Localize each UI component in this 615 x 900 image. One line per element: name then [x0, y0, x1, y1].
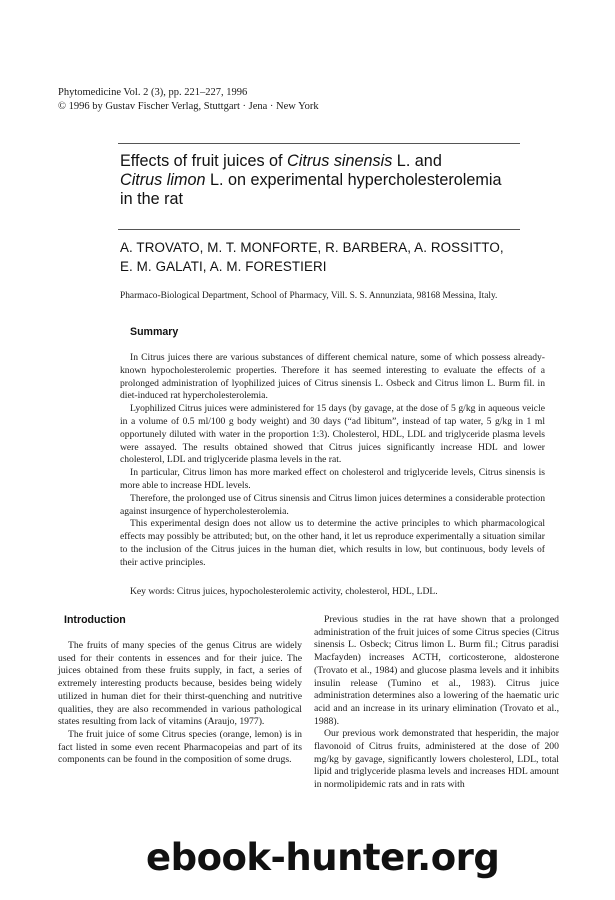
copyright-line: © 1996 by Gustav Fischer Verlag, Stuttgart · Jena · New York: [58, 101, 319, 112]
body-paragraph: Previous studies in the rat have shown that a prolonged administration of the fruit juices of some Citrus species (Citrus sinensis L. Osbeck; Citrus limon L. Burm fil.; Citrus paradisi Macfayden) increases ACTH, corticosterone, aldosterone (Trovato et al., 1984) and glucose plasma levels and it inhibits insulin release (Tumino et al., 1983). Citrus juice administration determines also a lowering of the haematic uric acid and an increase in its urinary elimination (Trovato et al., 1988).: [314, 614, 559, 727]
body-paragraph: The fruit juice of some Citrus species (orange, lemon) is in fact listed in some even recent Pharmacopeias and part of its components can be found in the composition of some drugs.: [58, 728, 302, 766]
summary-paragraph: Lyophilized Citrus juices were administered for 15 days (by gavage, at the dose of 5 g/kg in aqueous veicle in a volume of 0.5 ml/100 g body weight) and 30 days (“ad libitum”, instead of tap water, 5 g/kg in 1 ml opportunely diluted with water in the proportion 1:3). Cholesterol, HDL, LDL and triglyceride plasma levels were assayed. The results obtained showed that Citrus juices significantly increase HDL and lower cholesterol, LDL and triglyceride plasma levels in the rat.: [120, 403, 545, 466]
title-bottom-rule: [118, 229, 520, 230]
species-name: Citrus limon: [120, 171, 206, 189]
summary-paragraph: This experimental design does not allow us to determine the active principles to which pharmacological effects may possibly be attributed; but, on the other hand, it let us reproduce experimentally a situation similar to the inclusion of the Citrus juices in the human diet, which results in low, but continuous, body levels of their active principles.: [120, 518, 545, 568]
introduction-heading: Introduction: [64, 614, 126, 626]
body-paragraph: The fruits of many species of the genus Citrus are widely used for their contents in essences and for their juice. The juices obtained from these fruits supply, in fact, a series of extremely interesting products because, besides being widely utilized in human diet for their thirst-quenching and nutritive qualities, they are also recommended in various pathological states resulting from lack of vitamins (Araujo, 1977).: [58, 640, 302, 728]
article-title: Effects of fruit juices of Citrus sinensis L. and Citrus limon L. on experimental hypercholesterolemia in the rat: [120, 152, 502, 208]
journal-line-1: Phytomedicine Vol. 2 (3), pp. 221–227, 1996: [58, 87, 248, 98]
introduction-left-column: [58, 640, 302, 767]
summary-heading: Summary: [130, 326, 179, 338]
summary-body: [120, 352, 545, 570]
summary-paragraph: In particular, Citrus limon has more marked effect on cholesterol and triglyceride levels, Citrus sinensis is more able to increase HDL levels.: [120, 467, 545, 491]
introduction-right-column: [314, 614, 559, 792]
summary-paragraph: In Citrus juices there are various substances of different chemical nature, some of which possess already-known hypocholesterolemic properties. Therefore it has seemed interesting to evaluate the effects of a prolonged administration of lyophilized juices of Citrus sinensis L. Osbeck and Citrus limon L. Burm fil. in diet-induced rat hypercholesterolemia.: [120, 352, 545, 402]
summary-paragraph: Therefore, the prolonged use of Citrus sinensis and Citrus limon juices determines a considerable protection against insurgence of hypercholesterolemia.: [120, 492, 545, 517]
title-top-rule: [118, 143, 520, 144]
watermark: ebook-hunter.org: [146, 836, 500, 879]
body-paragraph: Our previous work demonstrated that hesperidin, the major flavonoid of Citrus fruits, administered at the dose of 200 mg/kg by gavage, significantly lowers cholesterol, LDL, total lipid and triglyceride plasma levels and increases HDL amount in normolipidemic rats and in rats with: [314, 728, 559, 791]
keywords: Key words: Citrus juices, hypocholesterolemic activity, cholesterol, HDL, LDL.: [130, 586, 438, 597]
journal-citation: [58, 86, 319, 114]
affiliation: Pharmaco-Biological Department, School of Pharmacy, Vill. S. S. Annunziata, 98168 Messina, Italy.: [120, 291, 498, 301]
species-name: Citrus sinensis: [287, 152, 393, 170]
author-list: A. TROVATO, M. T. MONFORTE, R. BARBERA, A. ROSSITTO, E. M. GALATI, A. M. FORESTIERI: [120, 240, 504, 274]
